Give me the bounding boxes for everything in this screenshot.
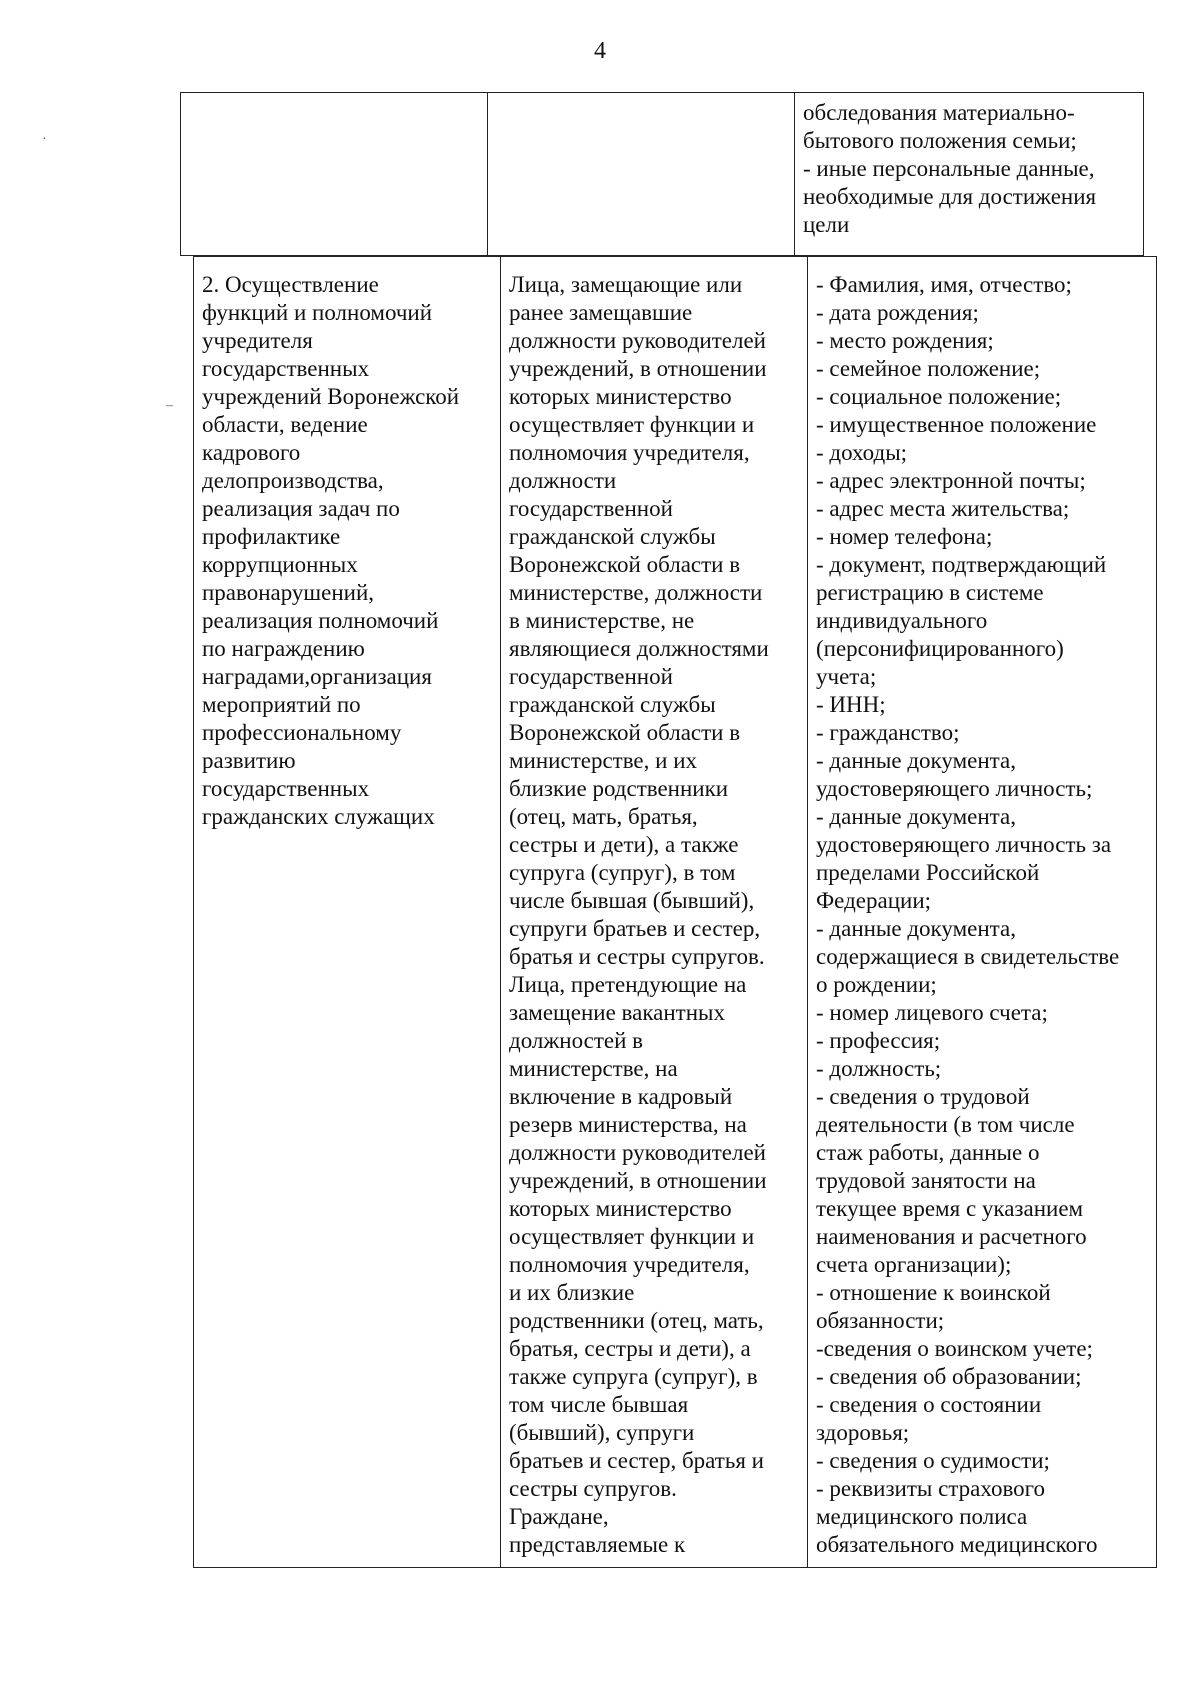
text-line: должностей в (509, 1028, 644, 1053)
text-line: по награждению (202, 636, 365, 661)
data-list (816, 271, 1148, 1559)
text-line: - дата рождения; (816, 300, 979, 325)
text-line: также супруга (супруг), в (509, 1364, 758, 1389)
text-line: Федерации; (816, 888, 932, 913)
text-line: здоровья; (816, 1420, 910, 1445)
text-line: гражданских служащих (202, 804, 435, 829)
text-line: осуществляет функции и (509, 1224, 755, 1249)
cell-subjects (501, 257, 808, 1568)
text-line: - документ, подтверждающий (816, 552, 1107, 577)
text-line: гражданской службы (509, 692, 716, 717)
text-line: (персонифицированного) (816, 636, 1064, 661)
text-line: полномочия учредителя, (509, 440, 750, 465)
text-line: регистрацию в системе (816, 580, 1044, 605)
text-line: - профессия; (816, 1028, 941, 1053)
text-line: учета; (816, 664, 877, 689)
text-line: - имущественное положение (816, 412, 1097, 437)
text-line: стаж работы, данные о (816, 1140, 1040, 1165)
text-line: близкие родственники (509, 776, 729, 801)
text-line: -сведения о воинском учете; (816, 1336, 1093, 1361)
text-line: цели (803, 212, 850, 237)
text-line: Лица, претендующие на (509, 972, 747, 997)
scan-speck: – (166, 398, 173, 413)
text-line: супруги братьев и сестер, (509, 916, 761, 941)
text-line: учреждений, в отношении (509, 1168, 767, 1193)
text-line: - номер телефона; (816, 524, 993, 549)
text-line: (отец, мать, братья, (509, 804, 698, 829)
text-line: правонарушений, (202, 580, 375, 605)
text-line: включение в кадровый (509, 1084, 733, 1109)
cell-purpose-empty (181, 93, 488, 256)
text-line: должности (509, 468, 617, 493)
text-line: реализация полномочий (202, 608, 439, 633)
text-line: реализация задач по (202, 496, 400, 521)
text-line: гражданской службы (509, 524, 716, 549)
text-line: учредителя (202, 328, 313, 353)
text-line: осуществляет функции и (509, 412, 755, 437)
text-line: являющиеся должностями (509, 636, 769, 661)
text-line: - иные персональные данные, (803, 156, 1095, 181)
text-line: счета организации); (816, 1252, 1012, 1277)
text-line: бытового положения семьи; (803, 128, 1077, 153)
text-line: индивидуального (816, 608, 988, 633)
text-line: которых министерство (509, 1196, 732, 1221)
text-line: государственных (202, 776, 370, 801)
text-line: учреждений, в отношении (509, 356, 767, 381)
text-line: профилактике (202, 524, 341, 549)
text-line: обследования материально- (803, 100, 1075, 125)
text-line: резерв министерства, на (509, 1112, 747, 1137)
text-line: братья, сестры и дети), а (509, 1336, 751, 1361)
text-line: супруга (супруг), в том (509, 860, 736, 885)
text-line: Воронежской области в (509, 720, 741, 745)
data-list (803, 99, 1135, 239)
text-line: и их близкие (509, 1280, 635, 1305)
text-line: представляемые к (509, 1532, 686, 1557)
text-line: о рождении; (816, 972, 937, 997)
text-line: - Фамилия, имя, отчество; (816, 272, 1072, 297)
cell-purpose (194, 257, 501, 1568)
scan-speck: · (42, 132, 47, 147)
text-line: - сведения об образовании; (816, 1364, 1082, 1389)
text-line: (бывший), супруги (509, 1420, 695, 1445)
text-line: наименования и расчетного (816, 1224, 1087, 1249)
cell-data (808, 257, 1157, 1568)
text-line: - номер лицевого счета; (816, 1000, 1048, 1025)
text-line: обязанности; (816, 1308, 945, 1333)
text-line: в министерстве, не (509, 608, 695, 633)
text-line: государственной (509, 664, 673, 689)
text-line: числе бывшая (бывший), (509, 888, 755, 913)
text-line: полномочия учредителя, (509, 1252, 750, 1277)
text-line: - сведения о состоянии (816, 1392, 1042, 1417)
table-row (181, 93, 1144, 256)
text-line: деятельности (в том числе (816, 1112, 1075, 1137)
text-line: должности руководителей (509, 1140, 766, 1165)
text-line: функций и полномочий (202, 300, 433, 325)
text-line: содержащиеся в свидетельстве (816, 944, 1120, 969)
text-line: родственники (отец, мать, (509, 1308, 764, 1333)
text-line: коррупционных (202, 552, 358, 577)
table-continuation (180, 92, 1144, 256)
text-line: пределами Российской (816, 860, 1040, 885)
text-line: сестры супругов. (509, 1476, 677, 1501)
text-line: братьев и сестер, братья и (509, 1448, 764, 1473)
cell-data-continued (795, 93, 1144, 256)
text-line: сестры и дети), а также (509, 832, 739, 857)
text-line: министерстве, на (509, 1056, 678, 1081)
page-number: 4 (594, 38, 606, 64)
text-line: учреждений Воронежской (202, 384, 460, 409)
text-line: том числе бывшая (509, 1392, 689, 1417)
text-line: - сведения о трудовой (816, 1084, 1030, 1109)
text-line: государственной (509, 496, 673, 521)
cell-subjects-empty (488, 93, 795, 256)
text-line: трудовой занятости на (816, 1168, 1036, 1193)
text-line: текущее время с указанием (816, 1196, 1084, 1221)
text-line: ранее замещавшие (509, 300, 693, 325)
text-line: мероприятий по (202, 692, 361, 717)
text-line: - данные документа, (816, 748, 1016, 773)
text-line: профессиональному (202, 720, 402, 745)
text-line: государственных (202, 356, 370, 381)
text-line: - сведения о судимости; (816, 1448, 1050, 1473)
text-line: - отношение к воинской (816, 1280, 1051, 1305)
text-line: замещение вакантных (509, 1000, 725, 1025)
text-line: кадрового (202, 440, 301, 465)
table-row (194, 257, 1157, 1568)
text-line: - должность; (816, 1056, 942, 1081)
text-line: министерстве, должности (509, 580, 763, 605)
text-line: Граждане, (509, 1504, 609, 1529)
text-line: наградами,организация (202, 664, 432, 689)
text-line: Лица, замещающие или (509, 272, 743, 297)
text-line: развитию (202, 748, 296, 773)
purpose-text (202, 271, 492, 831)
text-line: должности руководителей (509, 328, 766, 353)
text-line: - гражданство; (816, 720, 960, 745)
text-line: - адрес электронной почты; (816, 468, 1086, 493)
table-main (193, 256, 1157, 1568)
text-line: - доходы; (816, 440, 908, 465)
text-line: - место рождения; (816, 328, 994, 353)
text-line: необходимые для достижения (803, 184, 1097, 209)
text-line: удостоверяющего личность за (816, 832, 1112, 857)
text-line: удостоверяющего личность; (816, 776, 1093, 801)
text-line: - данные документа, (816, 916, 1016, 941)
text-line: - данные документа, (816, 804, 1016, 829)
text-line: - ИНН; (816, 692, 886, 717)
text-line: которых министерство (509, 384, 732, 409)
text-line: медицинского полиса (816, 1504, 1028, 1529)
text-line: - адрес места жительства; (816, 496, 1070, 521)
text-line: области, ведение (202, 412, 368, 437)
text-line: министерстве, и их (509, 748, 698, 773)
text-line: 2. Осуществление (202, 272, 379, 297)
text-line: Воронежской области в (509, 552, 741, 577)
subjects-text (509, 271, 799, 1559)
text-line: - реквизиты страхового (816, 1476, 1046, 1501)
text-line: делопроизводства, (202, 468, 384, 493)
text-line: обязательного медицинского (816, 1532, 1098, 1557)
text-line: - семейное положение; (816, 356, 1041, 381)
text-line: братья и сестры супругов. (509, 944, 765, 969)
text-line: - социальное положение; (816, 384, 1062, 409)
